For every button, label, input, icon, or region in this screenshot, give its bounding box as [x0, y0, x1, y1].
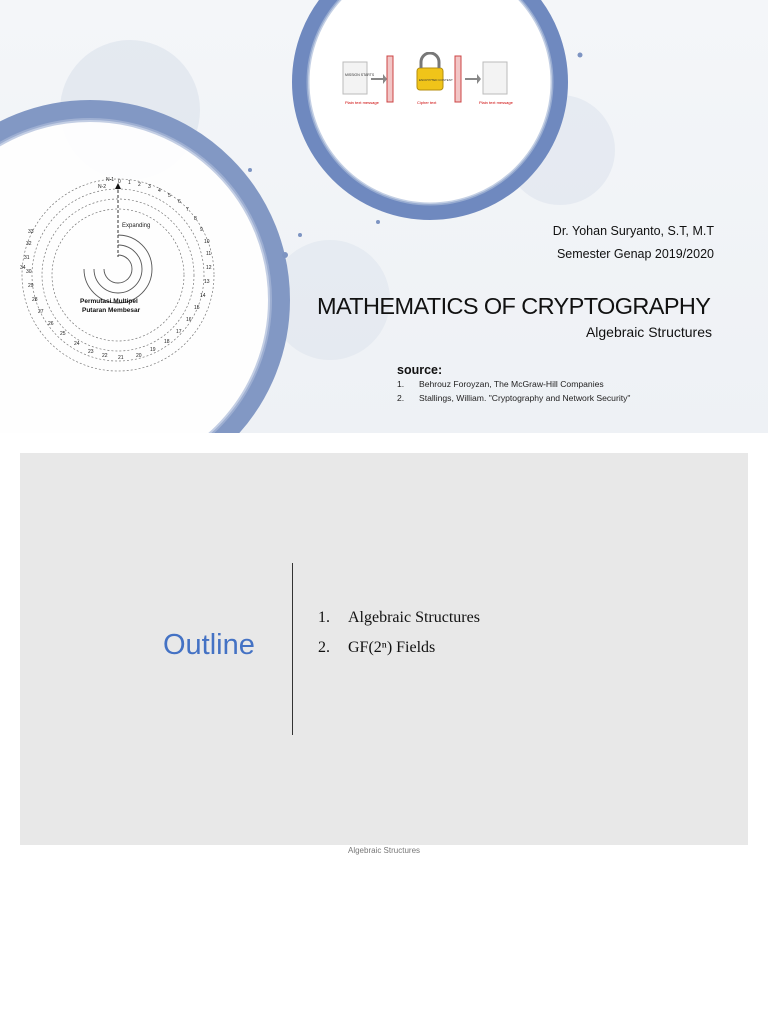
slide-subtitle: Algebraic Structures: [585, 324, 712, 340]
author-name: Dr. Yohan Suryanto, S.T, M.T: [552, 224, 714, 238]
svg-text:Putaran Membesar: Putaran Membesar: [82, 307, 141, 314]
svg-text:24: 24: [74, 341, 80, 347]
svg-text:Permutasi Multipel: Permutasi Multipel: [80, 298, 138, 305]
svg-text:10: 10: [204, 239, 210, 245]
vertical-divider: [292, 563, 293, 735]
outline-item: 2. GF(2ⁿ) Fields: [318, 639, 436, 656]
svg-text:18: 18: [164, 339, 170, 345]
source-label: source:: [397, 363, 443, 377]
svg-text:27: 27: [38, 309, 44, 315]
svg-text:8: 8: [194, 216, 197, 222]
semester-label: Semester Genap 2019/2020: [556, 247, 714, 261]
decrypted-document-icon: [483, 62, 507, 94]
svg-text:N-2: N-2: [98, 184, 107, 190]
svg-text:14: 14: [200, 293, 206, 299]
svg-text:15: 15: [194, 305, 200, 311]
svg-text:12: 12: [206, 265, 212, 271]
svg-text:20: 20: [136, 353, 142, 359]
svg-text:23: 23: [88, 349, 94, 355]
svg-text:29: 29: [28, 283, 34, 289]
svg-text:30: 30: [26, 269, 32, 275]
outline-item: 1. Algebraic Structures: [318, 609, 480, 626]
svg-text:22: 22: [102, 353, 108, 359]
page-footer: Algebraic Structures: [347, 846, 421, 855]
svg-text:5: 5: [168, 193, 171, 199]
svg-text:32: 32: [26, 241, 32, 247]
svg-text:2: 2: [138, 182, 141, 188]
svg-text:ENCRYPTED CONTENT: ENCRYPTED CONTENT: [419, 78, 453, 82]
svg-text:21: 21: [118, 355, 124, 361]
svg-text:11: 11: [206, 251, 212, 257]
source-item: 1. Behrouz Foroyzan, The McGraw-Hill Companies: [397, 379, 604, 389]
svg-text:6: 6: [178, 199, 181, 205]
svg-text:26: 26: [48, 321, 54, 327]
svg-text:13: 13: [204, 279, 210, 285]
outline-heading: Outline: [163, 629, 255, 661]
encryption-diagram: [335, 52, 515, 108]
svg-text:25: 25: [60, 331, 66, 337]
svg-text:19: 19: [150, 347, 156, 353]
svg-text:Cipher text: Cipher text: [417, 100, 437, 105]
svg-text:4: 4: [158, 188, 161, 194]
spiral-permutation-diagram: [18, 175, 233, 380]
source-item: 2. Stallings, William. "Cryptography and Network Security": [397, 393, 631, 403]
svg-text:7: 7: [186, 207, 189, 213]
svg-text:Plain text message: Plain text message: [479, 100, 513, 105]
svg-text:17: 17: [176, 329, 182, 335]
svg-text:3: 3: [148, 184, 151, 190]
svg-text:31: 31: [24, 255, 30, 261]
svg-text:0: 0: [118, 179, 121, 185]
svg-text:9: 9: [200, 227, 203, 233]
svg-text:Expanding: Expanding: [122, 223, 151, 229]
svg-text:28: 28: [32, 297, 38, 303]
title-slide: [0, 0, 768, 433]
svg-text:Plain text message: Plain text message: [345, 100, 379, 105]
svg-text:34: 34: [20, 265, 26, 271]
plaintext-document-icon: [343, 62, 367, 94]
svg-text:33: 33: [28, 229, 34, 235]
svg-text:1: 1: [128, 180, 131, 186]
outline-list: [318, 609, 480, 669]
svg-text:16: 16: [186, 317, 192, 323]
svg-text:N-1: N-1: [106, 177, 115, 183]
slide-title: MATHEMATICS OF CRYPTOGRAPHY: [317, 293, 711, 319]
svg-text:MISSION STARTS: MISSION STARTS: [345, 73, 375, 77]
outline-slide: [20, 453, 748, 845]
